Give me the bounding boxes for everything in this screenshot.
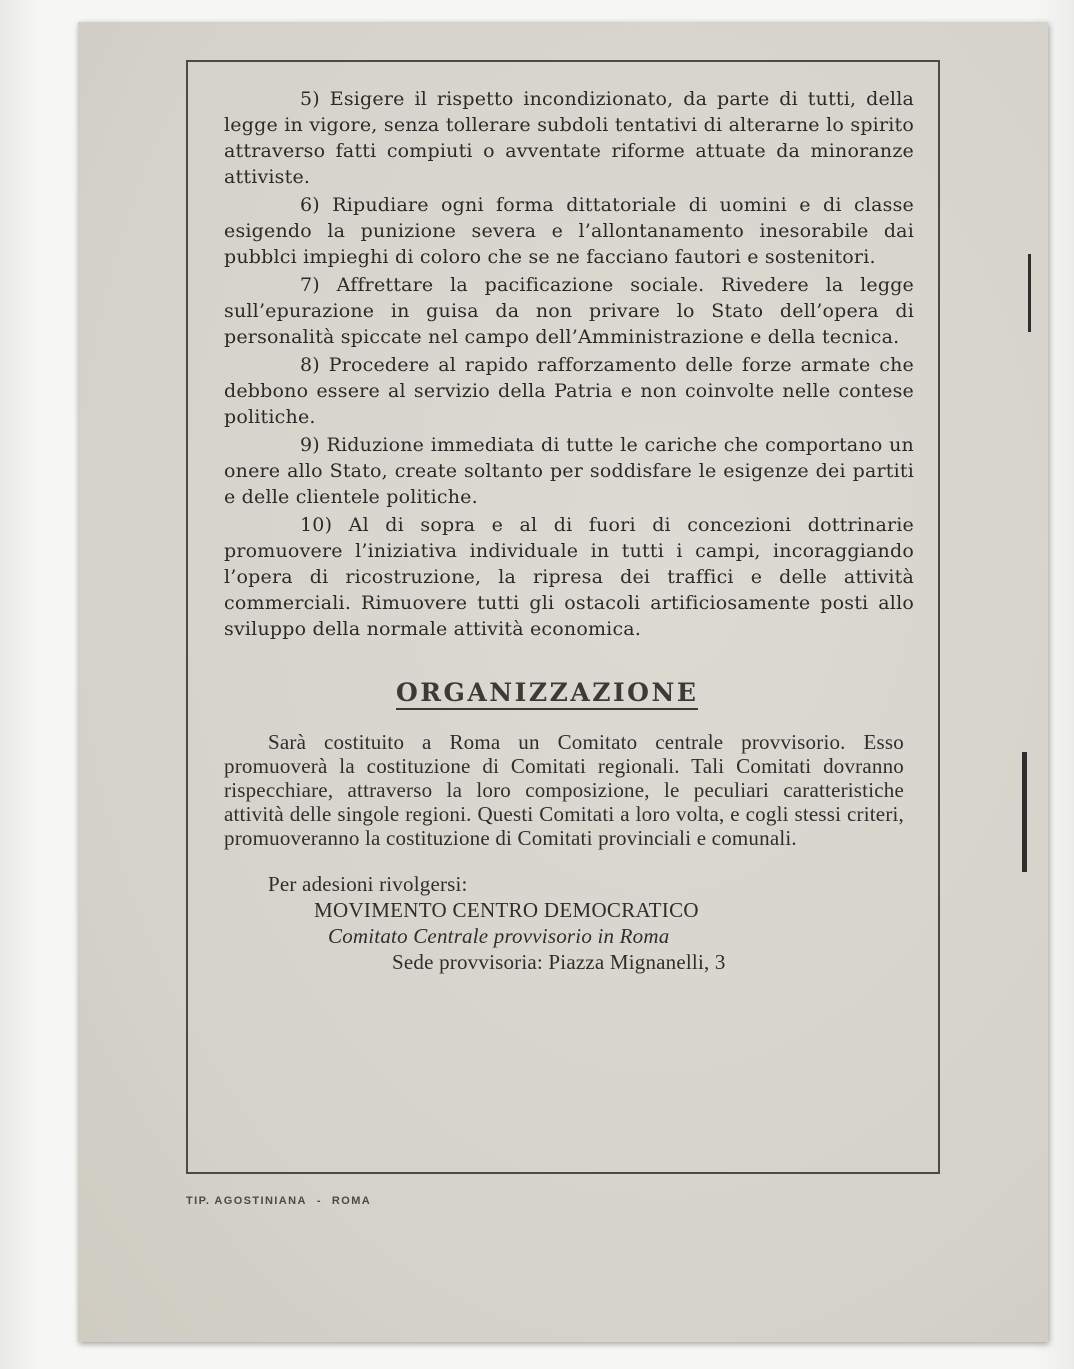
printer-city: ROMA: [331, 1195, 372, 1207]
section-heading: ORGANIZZAZIONE: [396, 680, 698, 710]
list-item-point-7: 7) Affrettare la pacificazione sociale. Rivedere la legge sull’epurazione in guisa da non privare lo Stato dell’opera di personalità spiccate nel campo dell’Amministrazione e della tecnica.: [224, 274, 914, 348]
binding-mark-top: [1028, 254, 1031, 332]
contact-address: Sede provvisoria: Piazza Mignanelli, 3: [392, 950, 726, 974]
list-item-point-9: 9) Riduzione immediata di tutte le cariche che comportano un onere allo Stato, create soltanto per soddisfare le esigenze dei partiti e delle clientele politiche.: [224, 434, 914, 508]
list-item-point-5: 5) Esigere il rispetto incondizionato, da parte di tutti, della legge in vigore, senza tollerare subdoli tentativi di alterarne lo spirito attraverso fatti compiuti o avventate riforme attuate da minoranze attiviste.: [224, 88, 914, 188]
printer-separator: -: [316, 1195, 322, 1207]
list-item-point-10: 10) Al di sopra e al di fuori di concezioni dottrinarie promuovere l’iniziativa individuale in tutti i campi, incoraggiando l’opera di ricostruzione, la ripresa dei traffici e delle attività commerciali. Rimuovere tutti gli ostacoli artificiosamente posti allo sviluppo della normale attività economica.: [224, 514, 914, 640]
document-text-block: [224, 86, 914, 975]
document-page: [78, 22, 1048, 1342]
binding-mark-bottom: [1022, 752, 1027, 872]
list-item-point-6: 6) Ripudiare ogni forma dittatoriale di uomini e di classe esigendo la punizione severa e l’allontanamento inesorabile dai pubblci impieghi di coloro che se ne facciano fautori e sostenitori.: [224, 194, 914, 268]
contact-intro: Per adesioni rivolgersi:: [268, 872, 468, 896]
list-item-point-8: 8) Procedere al rapido rafforzamento delle forze armate che debbono essere al servizio della Patria e non coinvolte nelle contese politiche.: [224, 354, 914, 428]
printer-name: TIP. AGOSTINIANA: [186, 1195, 307, 1207]
contact-committee: Comitato Centrale provvisorio in Roma: [328, 924, 670, 948]
contact-org-name: MOVIMENTO CENTRO DEMOCRATICO: [314, 898, 699, 922]
printer-imprint: [186, 1195, 371, 1207]
organization-paragraph: Sarà costituito a Roma un Comitato centrale provvisorio. Esso promuoverà la costituzione di Comitati regionali. Tali Comitati dovranno rispecchiare, attraverso la loro composizione, le peculiari caratteristiche attività delle singole regioni. Questi Comitati a loro volta, e cogli stessi criteri, promuoveranno la costituzione di Comitati provinciali e comunali.: [224, 730, 904, 850]
